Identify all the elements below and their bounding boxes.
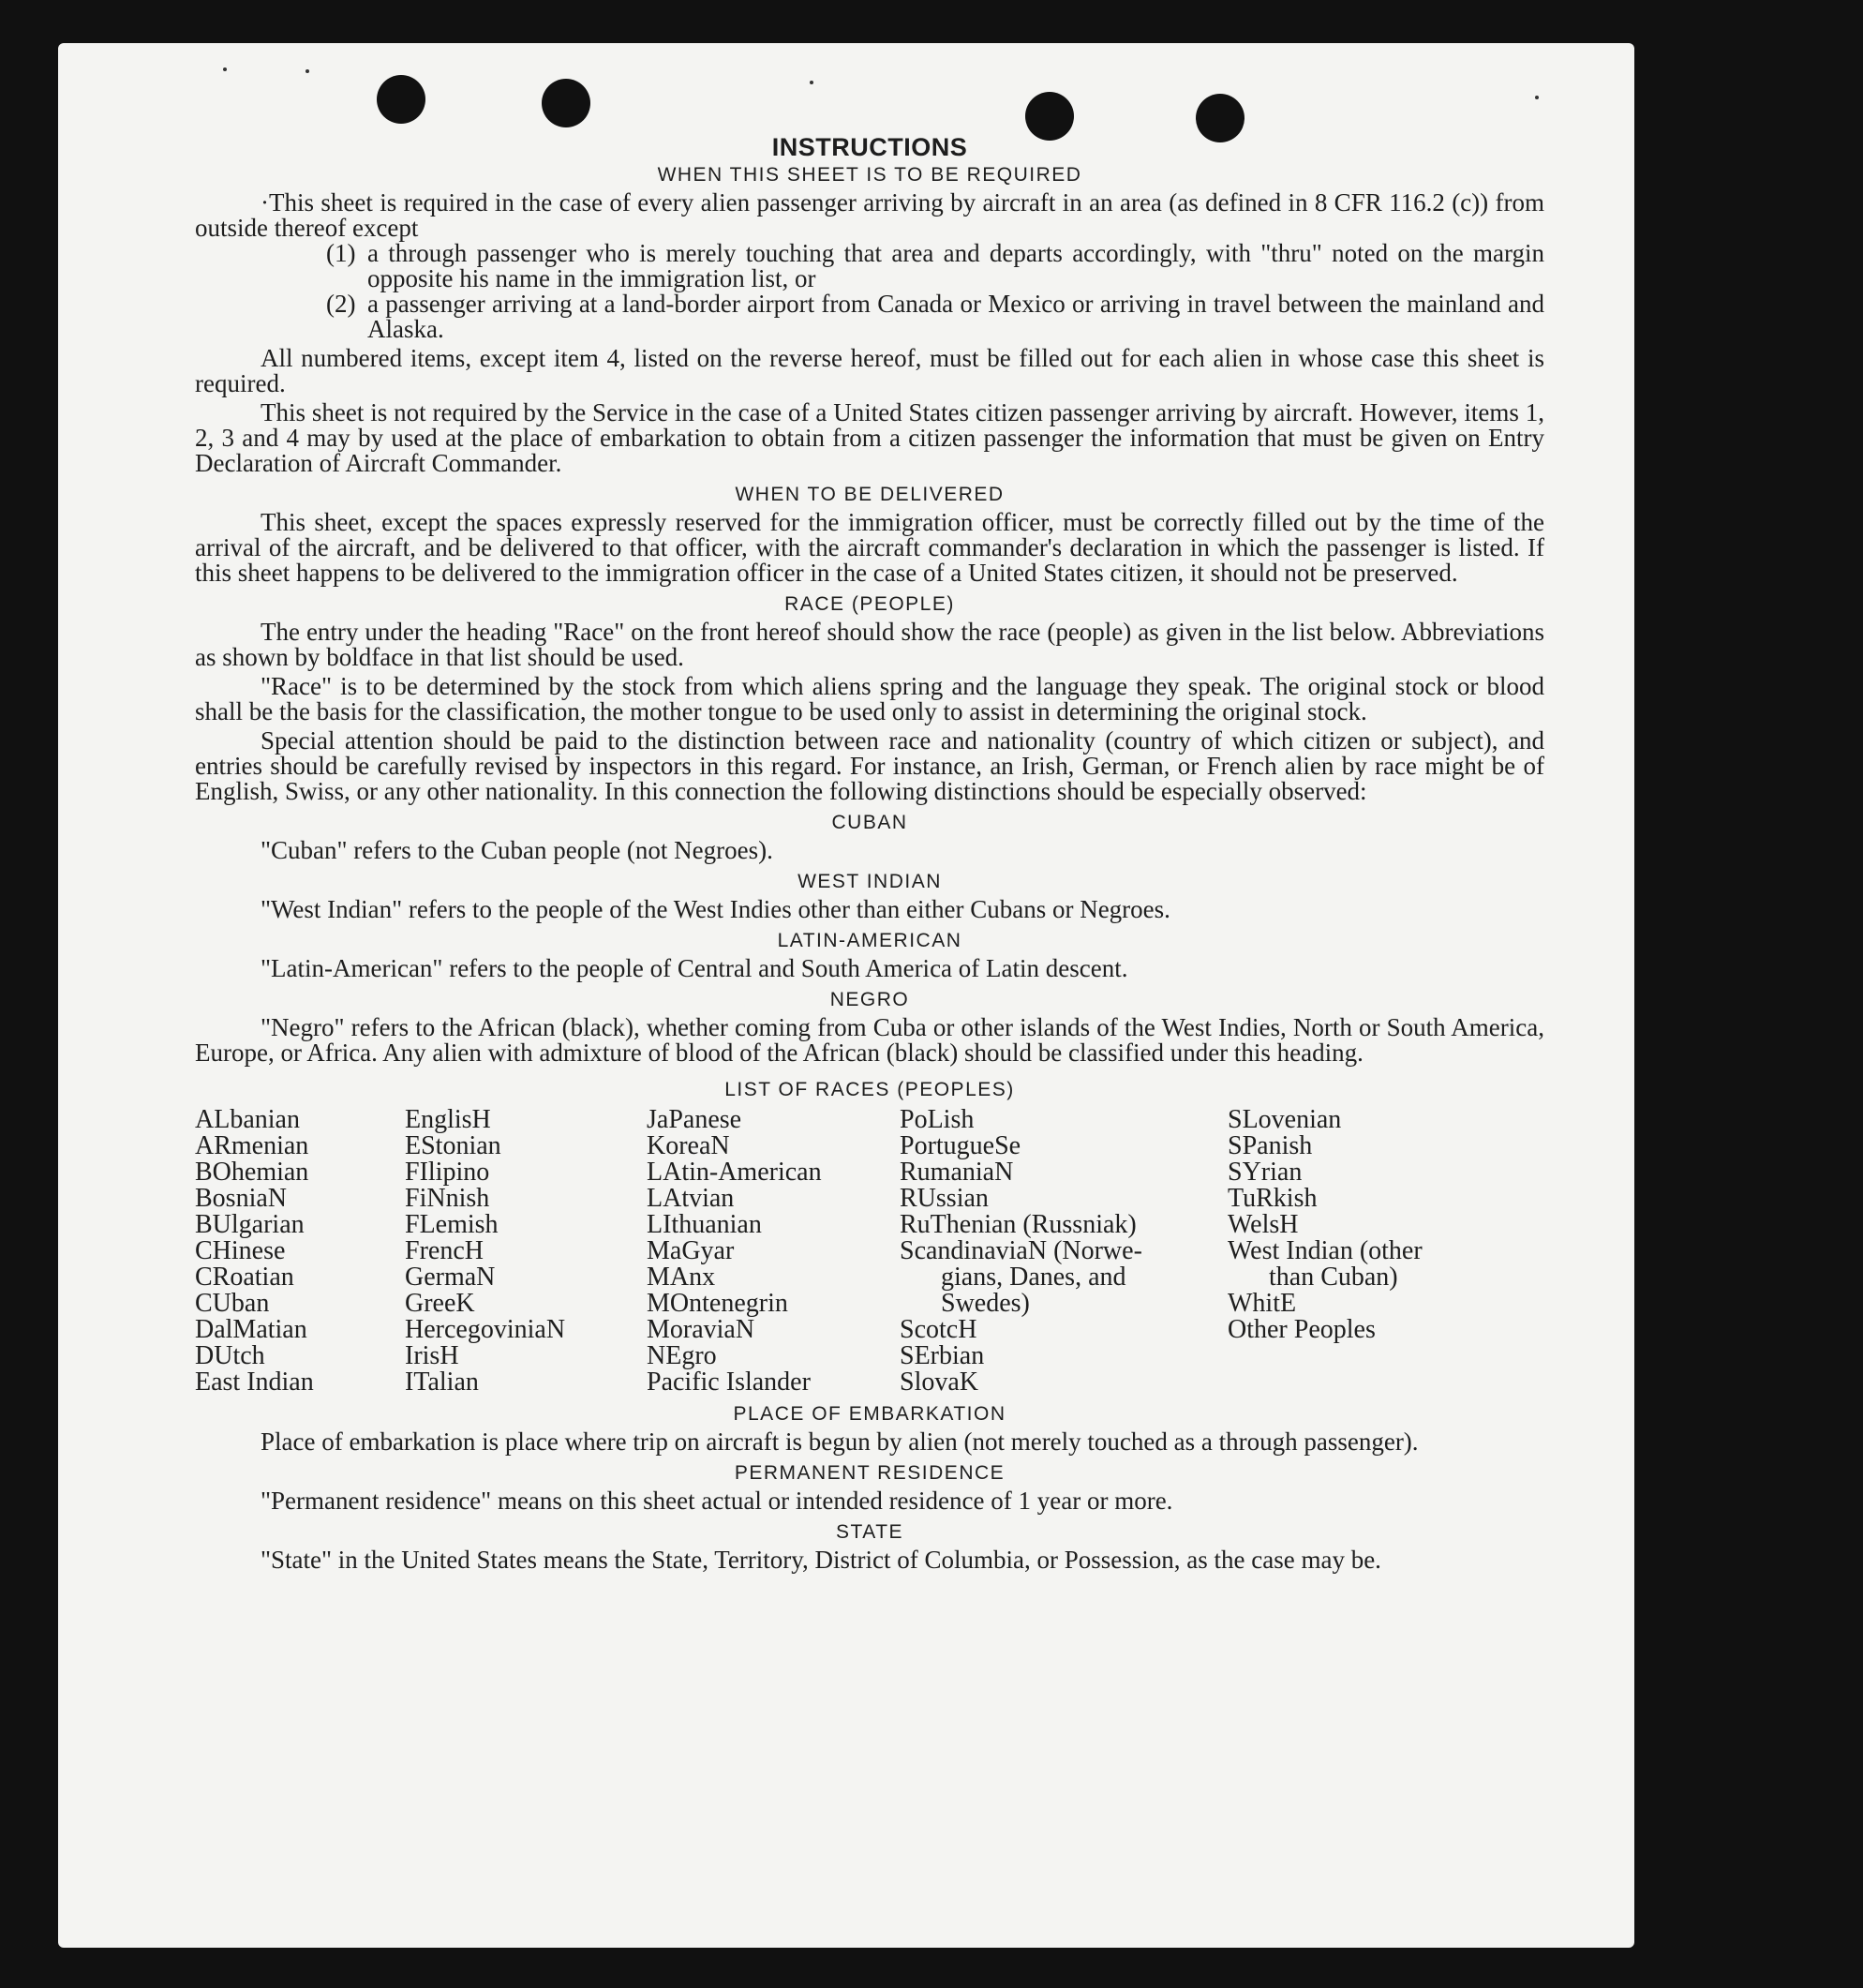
race-entry: SPanish bbox=[1228, 1131, 1313, 1160]
paragraph: Place of embarkation is place where trip on aircraft is begun by alien (not merely touched as a through passenger). bbox=[261, 1427, 1419, 1456]
race-entry: FLemish bbox=[405, 1210, 499, 1239]
race-entry: IrisH bbox=[405, 1341, 459, 1370]
speck bbox=[306, 69, 309, 73]
race-entry: ARmenian bbox=[195, 1131, 309, 1160]
heading-negro: NEGRO bbox=[829, 989, 910, 1010]
item-number: (2) bbox=[326, 290, 356, 318]
race-entry: BosniaN bbox=[195, 1184, 287, 1213]
race-entry: MaGyar bbox=[647, 1236, 735, 1265]
race-entry: DUtch bbox=[195, 1341, 265, 1370]
race-entry: HercegoviniaN bbox=[405, 1315, 566, 1344]
race-entry: gians, Danes, and bbox=[941, 1263, 1126, 1292]
paragraph: "Negro" refers to the African (black), whether coming from Cuba or other islands of the West Indies, North or South America, Europe, or Africa. Any alien with admixture of blood of the African (black) should be classified under this heading. bbox=[195, 1013, 1544, 1067]
race-entry: ScandinaviaN (Norwe- bbox=[900, 1236, 1142, 1265]
race-entry: ScotcH bbox=[900, 1315, 977, 1344]
heading-residence: PERMANENT RESIDENCE bbox=[734, 1462, 1006, 1484]
exception-item bbox=[326, 241, 1544, 291]
paragraph: This sheet, except the spaces expressly reserved for the immigration officer, must be correctly filled out by the time of the arrival of the aircraft, and be delivered to that officer, with the aircraft commander's declaration in which the passenger is listed. If this sheet happens to be delivered to the immigration officer in the case of a United States citizen, it should not be preserved. bbox=[195, 508, 1544, 587]
paragraph: The entry under the heading "Race" on the front hereof should show the race (people) as given in the list below. Abbreviations as shown by boldface in that list should be used. bbox=[195, 618, 1544, 671]
exception-item bbox=[326, 291, 1544, 342]
item-text: a through passenger who is merely touching that area and departs accordingly, with "thru" noted on the margin opposite his name in the immigration list, or bbox=[367, 239, 1544, 292]
heading-latin-american: LATIN-AMERICAN bbox=[777, 930, 962, 951]
race-entry: WhitE bbox=[1228, 1289, 1297, 1318]
race-entry: LAtvian bbox=[647, 1184, 735, 1213]
speck bbox=[810, 81, 813, 84]
heading-race: RACE (PEOPLE) bbox=[784, 593, 955, 615]
document-sheet bbox=[58, 43, 1634, 1948]
paragraph: "State" in the United States means the State, Territory, District of Columbia, or Possession, as the case may be. bbox=[261, 1546, 1381, 1574]
race-entry: RumaniaN bbox=[900, 1158, 1014, 1187]
heading-embarkation: PLACE OF EMBARKATION bbox=[733, 1403, 1006, 1425]
races-column bbox=[900, 1107, 1228, 1396]
race-entry: GermaN bbox=[405, 1263, 496, 1292]
paragraph: "Race" is to be determined by the stock from which aliens spring and the language they speak. The original stock or blood shall be the basis for the classification, the mother tongue to be used only to assist in determining the original stock. bbox=[195, 672, 1544, 725]
paragraph: "Cuban" refers to the Cuban people (not Negroes). bbox=[261, 836, 773, 864]
race-entry: SlovaK bbox=[900, 1368, 978, 1397]
item-text: a passenger arriving at a land-border airport from Canada or Mexico or arriving in travel between the mainland and Alaska. bbox=[367, 290, 1544, 343]
race-entry: PoLish bbox=[900, 1105, 975, 1134]
race-entry: CRoatian bbox=[195, 1263, 294, 1292]
race-entry: than Cuban) bbox=[1269, 1263, 1398, 1292]
race-entry: West Indian (other bbox=[1228, 1236, 1423, 1265]
punch-hole bbox=[542, 79, 590, 127]
race-entry: MOntenegrin bbox=[647, 1289, 788, 1318]
race-entry: RUssian bbox=[900, 1184, 989, 1213]
race-entry: PortugueSe bbox=[900, 1131, 1021, 1160]
race-entry: FIlipino bbox=[405, 1158, 490, 1187]
heading-west-indian: WEST INDIAN bbox=[797, 871, 942, 892]
race-entry: SLovenian bbox=[1228, 1105, 1342, 1134]
race-entry: MAnx bbox=[647, 1263, 716, 1292]
race-entry: LIthuanian bbox=[647, 1210, 762, 1239]
speck bbox=[223, 67, 227, 71]
race-entry: JaPanese bbox=[647, 1105, 742, 1134]
races-column bbox=[405, 1107, 647, 1396]
race-entry: BUlgarian bbox=[195, 1210, 305, 1239]
race-entry: FiNnish bbox=[405, 1184, 490, 1213]
race-entry: FrencH bbox=[405, 1236, 484, 1265]
heading-required: WHEN THIS SHEET IS TO BE REQUIRED bbox=[657, 164, 1082, 186]
race-entry: SYrian bbox=[1228, 1158, 1303, 1187]
race-entry: CHinese bbox=[195, 1236, 286, 1265]
race-entry: MoraviaN bbox=[647, 1315, 755, 1344]
page-title: INSTRUCTIONS bbox=[771, 133, 968, 161]
race-entry: LAtin-American bbox=[647, 1158, 822, 1187]
race-entry: EnglisH bbox=[405, 1105, 491, 1134]
paragraph: "Permanent residence" means on this sheet actual or intended residence of 1 year or more. bbox=[261, 1487, 1173, 1515]
heading-delivered: WHEN TO BE DELIVERED bbox=[735, 484, 1005, 505]
punch-hole bbox=[377, 75, 425, 124]
races-column bbox=[195, 1107, 405, 1396]
race-entry: TuRkish bbox=[1228, 1184, 1318, 1213]
race-entry: Pacific Islander bbox=[647, 1368, 811, 1397]
speck bbox=[1535, 96, 1539, 99]
races-column bbox=[647, 1107, 900, 1396]
race-entry: ALbanian bbox=[195, 1105, 300, 1134]
race-entry: RuThenian (Russniak) bbox=[900, 1210, 1137, 1239]
heading-list-of-races: LIST OF RACES (PEOPLES) bbox=[724, 1079, 1015, 1100]
heading-state: STATE bbox=[835, 1521, 904, 1543]
heading-cuban: CUBAN bbox=[831, 812, 908, 833]
instructions-content bbox=[195, 133, 1544, 1573]
paragraph: This sheet is not required by the Service in the case of a United States citizen passenger arriving by aircraft. However, items 1, 2, 3 and 4 may by used at the place of embarkation to obtain from a citizen passenger the information that must be given on Entry Declaration of Aircraft Commander. bbox=[195, 398, 1544, 477]
race-entry: ITalian bbox=[405, 1368, 479, 1397]
races-column bbox=[1228, 1107, 1490, 1396]
race-entry: CUban bbox=[195, 1289, 270, 1318]
race-entry: WelsH bbox=[1228, 1210, 1299, 1239]
race-entry: NEgro bbox=[647, 1341, 717, 1370]
race-entry: GreeK bbox=[405, 1289, 475, 1318]
paragraph: All numbered items, except item 4, listed on the reverse hereof, must be filled out for each alien in whose case this sheet is required. bbox=[195, 344, 1544, 397]
race-entry: EStonian bbox=[405, 1131, 501, 1160]
item-number: (1) bbox=[326, 239, 356, 267]
race-entry: Other Peoples bbox=[1228, 1315, 1376, 1344]
race-entry: KoreaN bbox=[647, 1131, 730, 1160]
paragraph: Special attention should be paid to the distinction between race and nationality (country of which citizen or subject), and entries should be carefully revised by inspectors in this regard. For instance, an Irish, German, or French alien by race might be of English, Swiss, or any other nationality. In this connection the following distinctions should be especially observed: bbox=[195, 726, 1544, 805]
race-entry: Swedes) bbox=[941, 1289, 1030, 1318]
race-entry: BOhemian bbox=[195, 1158, 309, 1187]
race-entry: East Indian bbox=[195, 1368, 314, 1397]
races-list bbox=[195, 1107, 1544, 1396]
paragraph: ·This sheet is required in the case of every alien passenger arriving by aircraft in an area (as defined in 8 CFR 116.2 (c)) from outside thereof except bbox=[195, 188, 1544, 242]
race-entry: SErbian bbox=[900, 1341, 985, 1370]
race-entry: DalMatian bbox=[195, 1315, 307, 1344]
paragraph: "Latin-American" refers to the people of Central and South America of Latin descent. bbox=[261, 954, 1128, 982]
paragraph: "West Indian" refers to the people of the West Indies other than either Cubans or Negroes. bbox=[261, 895, 1170, 923]
